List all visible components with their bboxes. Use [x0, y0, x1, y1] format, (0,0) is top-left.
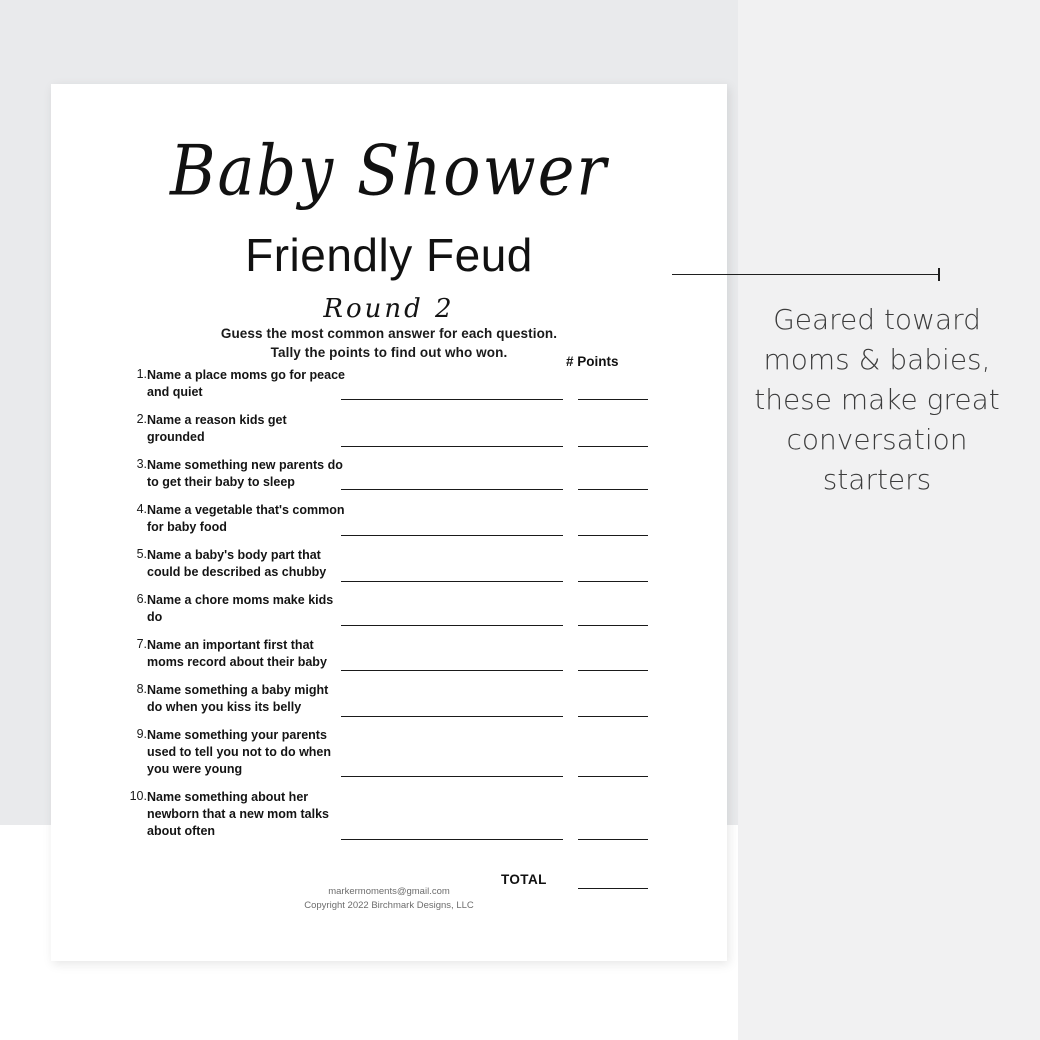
answer-write-in-line[interactable] — [341, 776, 563, 777]
question-text: Name a place moms go for peace and quiet — [147, 368, 345, 399]
question-text: Name something your parents used to tell you not to do when you were young — [147, 728, 332, 776]
points-write-in-line[interactable] — [578, 535, 648, 536]
question-text: Name a chore moms make kids do — [147, 593, 334, 624]
worksheet-footer — [51, 885, 727, 913]
answer-write-in-line[interactable] — [341, 535, 563, 536]
question-number: 3. — [136, 457, 147, 471]
points-write-in-line[interactable] — [578, 489, 648, 490]
question-row — [51, 367, 727, 412]
annotation-caption: Geared toward moms & babies, these make great conversation starters — [754, 303, 1000, 497]
instructions-line-1: Guess the most common answer for each question. — [220, 326, 558, 341]
question-number: 2. — [136, 412, 147, 426]
points-write-in-line[interactable] — [578, 446, 648, 447]
question-text: Name a vegetable that's common for baby food — [147, 503, 345, 534]
question-number: 7. — [136, 637, 147, 651]
points-write-in-line[interactable] — [578, 716, 648, 717]
question-text: Name something about her newborn that a new mom talks about often — [147, 790, 329, 838]
question-text: Name an important first that moms record about their baby — [147, 638, 327, 669]
worksheet-content — [51, 84, 727, 961]
worksheet-title-subtitle: Friendly Feud — [245, 229, 533, 281]
background-panel-right — [738, 0, 1040, 1040]
points-write-in-line[interactable] — [578, 625, 648, 626]
question-number: 8. — [136, 682, 147, 696]
question-row — [51, 789, 727, 853]
question-number: 5. — [136, 547, 147, 561]
question-row — [51, 457, 727, 502]
question-text: Name a reason kids get grounded — [147, 413, 287, 444]
total-label: TOTAL — [501, 872, 547, 887]
question-number: 9. — [136, 727, 147, 741]
question-row — [51, 502, 727, 547]
question-text: Name something new parents do to get their baby to sleep — [147, 458, 343, 489]
worksheet-title-script: Baby Shower — [169, 129, 609, 212]
answer-write-in-line[interactable] — [341, 399, 563, 400]
answer-write-in-line[interactable] — [341, 581, 563, 582]
question-row — [51, 592, 727, 637]
footer-email: markermoments@gmail.com — [328, 886, 450, 897]
question-row — [51, 547, 727, 592]
question-number: 6. — [136, 592, 147, 606]
answer-write-in-line[interactable] — [341, 446, 563, 447]
answer-write-in-line[interactable] — [341, 716, 563, 717]
footer-copyright: Copyright 2022 Birchmark Designs, LLC — [304, 899, 474, 911]
question-number: 10. — [129, 789, 147, 803]
question-number: 1. — [136, 367, 147, 381]
annotation-leader-line — [672, 274, 940, 275]
instructions-line-2: Tally the points to find out who won. — [270, 345, 508, 361]
question-text: Name something a baby might do when you kiss its belly — [147, 683, 329, 714]
points-write-in-line[interactable] — [578, 670, 648, 671]
question-row — [51, 412, 727, 457]
answer-write-in-line[interactable] — [341, 489, 563, 490]
points-column-header: # Points — [566, 354, 619, 369]
worksheet-round-label: Round 2 — [323, 294, 455, 324]
points-write-in-line[interactable] — [578, 839, 648, 840]
question-number: 4. — [136, 502, 147, 516]
points-write-in-line[interactable] — [578, 776, 648, 777]
answer-write-in-line[interactable] — [341, 839, 563, 840]
question-row — [51, 637, 727, 682]
question-text: Name a baby's body part that could be described as chubby — [147, 548, 327, 579]
answer-write-in-line[interactable] — [341, 670, 563, 671]
points-write-in-line[interactable] — [578, 399, 648, 400]
question-row — [51, 727, 727, 789]
points-write-in-line[interactable] — [578, 581, 648, 582]
answer-write-in-line[interactable] — [341, 625, 563, 626]
question-list — [51, 367, 727, 853]
printable-worksheet — [51, 84, 727, 961]
question-row — [51, 682, 727, 727]
